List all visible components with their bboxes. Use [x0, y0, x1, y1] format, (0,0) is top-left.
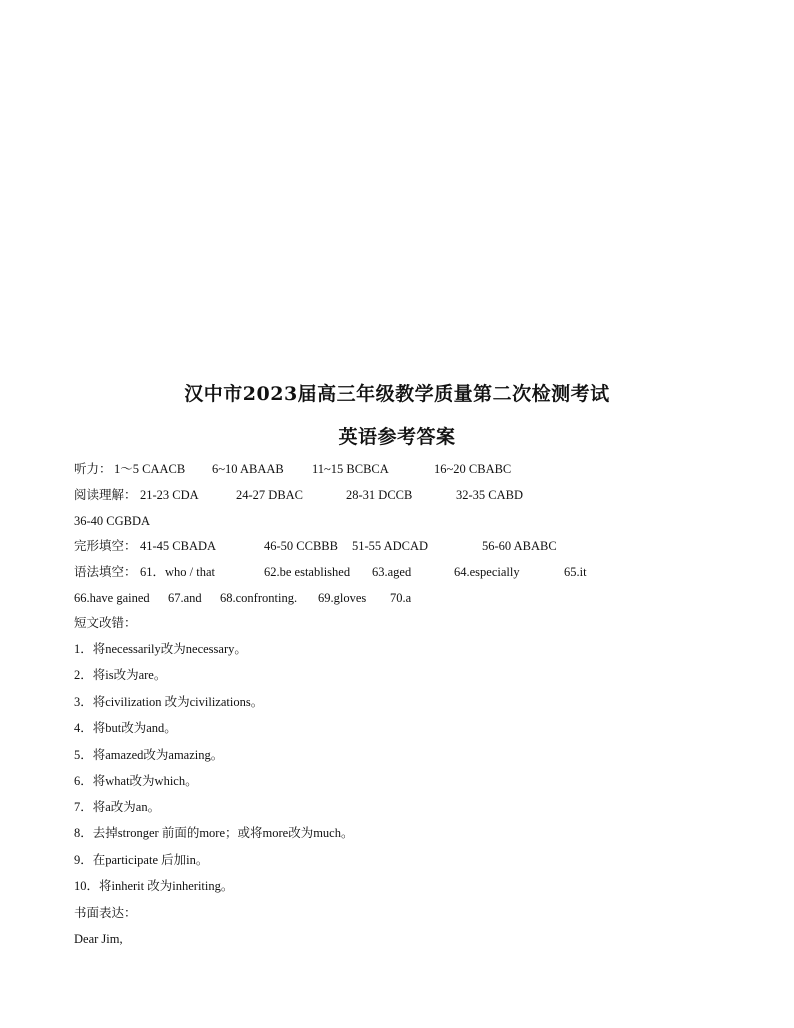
- writing-label: 书面表达：: [74, 906, 137, 920]
- listening-group-3: 11~15 BCBCA: [312, 462, 389, 476]
- grammar-item-64: 64.especially: [454, 565, 520, 579]
- listening-group-2: 6~10 ABAAB: [212, 462, 284, 476]
- correction-item-5: 5．将amazed改为amazing。: [74, 748, 224, 762]
- reading-group-2: 24-27 DBAC: [236, 488, 304, 502]
- correction-item-8: 8．去掉stronger 前面的more；或将more改为much。: [74, 826, 354, 840]
- correction-item-7: 7．将a改为an。: [74, 800, 161, 814]
- correction-item-6: 6．将what改为which。: [74, 774, 198, 788]
- listening-label: 听力：: [74, 462, 112, 476]
- correction-item-4: 4．将but改为and。: [74, 721, 177, 735]
- grammar-item-65: 65.it: [564, 565, 587, 579]
- grammar-item-61: 61．who / that: [140, 565, 215, 579]
- listening-group-4: 16~20 CBABC: [434, 462, 512, 476]
- correction-item-2: 2．将is改为are。: [74, 668, 167, 682]
- grammar-item-66: 66.have gained: [74, 591, 150, 605]
- correction-label: 短文改错：: [74, 616, 137, 630]
- reading-label: 阅读理解：: [74, 488, 137, 502]
- grammar-item-68: 68.confronting.: [220, 591, 298, 605]
- cloze-group-4: 56-60 ABABC: [482, 539, 557, 553]
- reading-group-1: 21-23 CDA: [140, 488, 199, 502]
- grammar-label: 语法填空：: [74, 565, 137, 579]
- correction-item-1: 1．将necessarily改为necessary。: [74, 642, 247, 656]
- grammar-item-63: 63.aged: [372, 565, 412, 579]
- grammar-item-69: 69.gloves: [318, 591, 367, 605]
- cloze-group-1: 41-45 CBADA: [140, 539, 217, 553]
- grammar-item-70: 70.a: [390, 591, 412, 605]
- correction-item-9: 9．在participate 后加in。: [74, 853, 209, 867]
- listening-group-1: 1～5 CAACB: [114, 462, 186, 476]
- cloze-group-2: 46-50 CCBBB: [264, 539, 338, 553]
- letter-salutation: Dear Jim,: [74, 932, 123, 946]
- reading-group-4: 32-35 CABD: [456, 488, 524, 502]
- cloze-label: 完形填空：: [74, 539, 137, 553]
- reading-group-5: 36-40 CGBDA: [74, 514, 151, 528]
- page-subtitle: 英语参考答案: [338, 426, 456, 448]
- correction-item-3: 3．将civilization 改为civilizations。: [74, 695, 264, 709]
- grammar-item-67: 67.and: [168, 591, 202, 605]
- page-title: 汉中市2023届高三年级教学质量第二次检测考试: [184, 383, 610, 405]
- grammar-item-62: 62.be established: [264, 565, 351, 579]
- cloze-group-3: 51-55 ADCAD: [352, 539, 429, 553]
- correction-item-10: 10．将inherit 改为inheriting。: [74, 879, 234, 893]
- reading-group-3: 28-31 DCCB: [346, 488, 413, 502]
